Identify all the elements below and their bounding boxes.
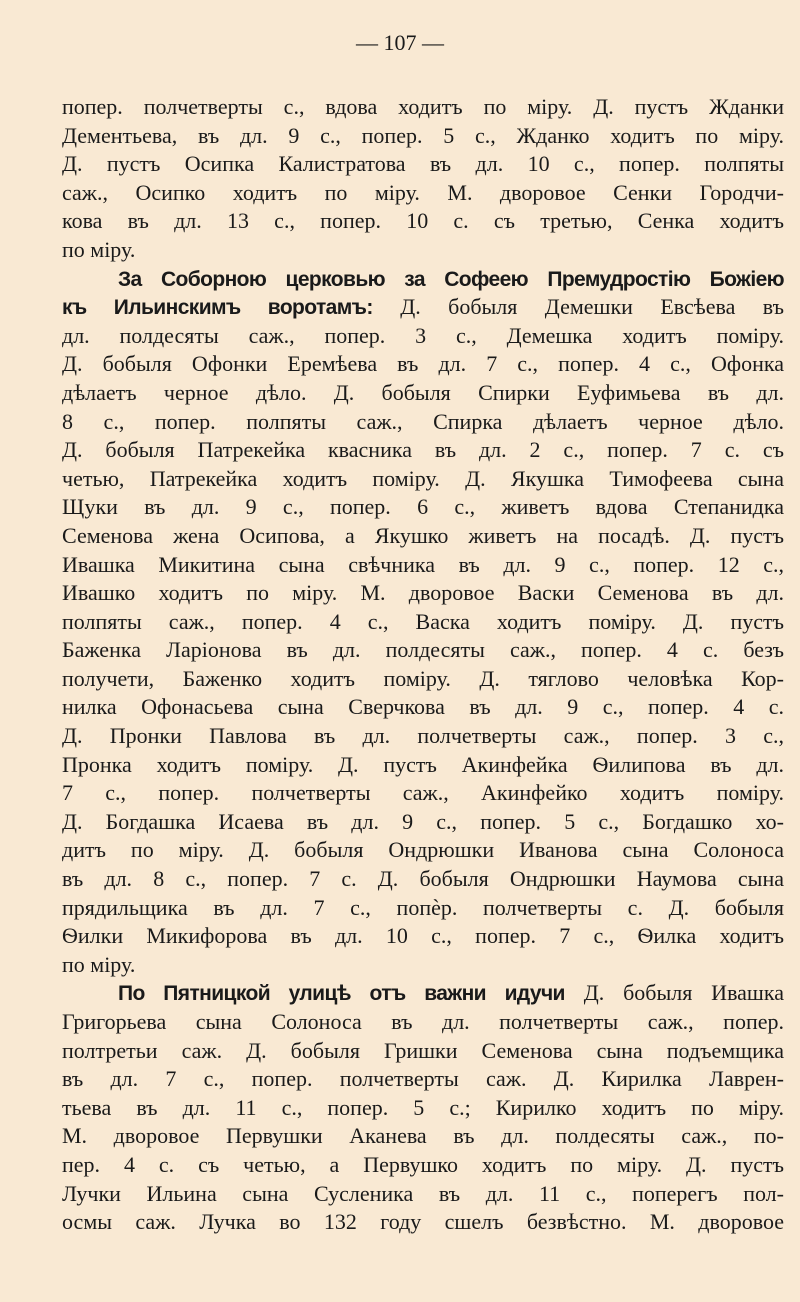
line-text: Д. Пронки Павлова въ дл. полчетверты саж., попер. 3 с., bbox=[62, 723, 784, 749]
text-line bbox=[62, 1151, 784, 1180]
line-text: въ дл. 8 с., попер. 7 с. Д. бобыля Ондрюшки Наумова сына bbox=[62, 866, 784, 892]
text-line bbox=[62, 350, 784, 379]
text-line bbox=[62, 408, 784, 437]
line-text: Д. бобыля Ивашка bbox=[564, 980, 784, 1006]
line-text: получети, Баженко ходитъ поміру. Д. тяглово человѣка Кор- bbox=[62, 665, 784, 691]
street-heading: къ Ильинскимъ воротамъ: bbox=[62, 296, 373, 320]
line-text: Ивашка Микитина сына свѣчника въ дл. 9 с., попер. 12 с., bbox=[62, 551, 784, 577]
text-line bbox=[62, 922, 784, 951]
text-line bbox=[62, 579, 784, 608]
text-line bbox=[62, 236, 784, 265]
line-text: осмы саж. Лучка во 132 году сшелъ безвѣстно. М. дворовое bbox=[62, 1209, 784, 1235]
text-line bbox=[62, 836, 784, 865]
text-line bbox=[62, 293, 784, 322]
line-text: тьева въ дл. 11 с., попер. 5 с.; Кирилко ходитъ по міру. bbox=[62, 1094, 784, 1120]
line-text: дѣлаетъ черное дѣло. Д. бобыля Спирки Еуфимьева въ дл. bbox=[62, 379, 784, 405]
line-text: М. дворовое Первушки Аканева въ дл. полдесяты саж., по- bbox=[62, 1123, 784, 1149]
line-text: дл. полдесяты саж., попер. 3 с., Демешка ходитъ поміру. bbox=[62, 322, 784, 348]
text-line bbox=[62, 1208, 784, 1237]
line-text: саж., Осипко ходитъ по міру. М. дворовое Сенки Городчи- bbox=[62, 179, 784, 205]
text-line bbox=[62, 1094, 784, 1123]
line-text: Семенова жена Осипова, а Якушко живетъ на посадѣ. Д. пустъ bbox=[62, 522, 784, 548]
text-line bbox=[62, 751, 784, 780]
line-text: Лучки Ильина сына Сусленика въ дл. 11 с., поперегъ пол- bbox=[62, 1180, 784, 1206]
text-line bbox=[62, 207, 784, 236]
line-text: полпяты саж., попер. 4 с., Васка ходитъ поміру. Д. пустъ bbox=[62, 608, 784, 634]
page-number: — 107 — bbox=[356, 30, 444, 55]
line-text: Дементьева, въ дл. 9 с., попер. 5 с., Жданко ходитъ по міру. bbox=[62, 122, 784, 148]
line-text: Д. Богдашка Исаева въ дл. 9 с., попер. 5 с., Богдашко хо- bbox=[62, 808, 784, 834]
line-text: по міру. bbox=[62, 236, 136, 262]
line-text: Пронка ходитъ поміру. Д. пустъ Акинфейка Ѳилипова въ дл. bbox=[62, 751, 784, 777]
text-line bbox=[62, 465, 784, 494]
text-line bbox=[62, 522, 784, 551]
text-line bbox=[62, 894, 784, 923]
line-text: четью, Патрекейка ходитъ поміру. Д. Якушка Тимофеева сына bbox=[62, 465, 784, 491]
text-line bbox=[62, 808, 784, 837]
line-text: дитъ по міру. Д. бобыля Ондрюшки Иванова сына Солоноса bbox=[62, 837, 784, 863]
line-text: попер. полчетверты с., вдова ходитъ по міру. Д. пустъ Жданки bbox=[62, 94, 784, 119]
text-line bbox=[62, 636, 784, 665]
line-text: Ѳилки Микифорова въ дл. 10 с., попер. 7 с., Ѳилка ходитъ bbox=[62, 923, 784, 949]
line-text: Д. бобыля Демешки Евсѣева въ bbox=[372, 294, 784, 320]
text-line bbox=[62, 493, 784, 522]
text-line bbox=[62, 1008, 784, 1037]
line-text: Д. пустъ Осипка Калистратова въ дл. 10 с., попер. полпяты bbox=[62, 151, 784, 177]
line-text: Баженка Ларіонова въ дл. полдесяты саж., попер. 4 с. безъ bbox=[62, 637, 784, 663]
text-line bbox=[62, 379, 784, 408]
line-text: въ дл. 7 с., попер. полчетверты саж. Д. Кирилка Лаврен- bbox=[62, 1066, 784, 1092]
text-line bbox=[62, 865, 784, 894]
text-line bbox=[62, 1122, 784, 1151]
text-line bbox=[62, 693, 784, 722]
line-text: прядильщика въ дл. 7 с., попѐр. полчетверты с. Д. бобыля bbox=[62, 894, 784, 920]
line-text: Д. бобыля Офонки Еремѣева въ дл. 7 с., попер. 4 с., Офонка bbox=[62, 351, 784, 377]
text-line bbox=[62, 122, 784, 151]
text-line bbox=[62, 265, 784, 294]
line-text: Щуки въ дл. 9 с., попер. 6 с., живетъ вдова Степанидка bbox=[62, 494, 784, 520]
text-line bbox=[62, 322, 784, 351]
street-heading: За Соборною церковью за Софеею Премудростію Божіею bbox=[118, 267, 784, 291]
text-line bbox=[62, 979, 784, 1008]
text-line bbox=[62, 551, 784, 580]
text-line bbox=[62, 722, 784, 751]
line-text: пер. 4 с. съ четью, а Первушко ходитъ по міру. Д. пустъ bbox=[62, 1151, 784, 1177]
text-line bbox=[62, 1065, 784, 1094]
text-line bbox=[62, 179, 784, 208]
line-text: Д. бобыля Патрекейка квасника въ дл. 2 с., попер. 7 с. съ bbox=[62, 437, 784, 463]
text-line bbox=[62, 150, 784, 179]
line-text: Ивашко ходитъ по міру. М. дворовое Васки Семенова въ дл. bbox=[62, 580, 784, 606]
line-text: 7 с., попер. полчетверты саж., Акинфейко ходитъ поміру. bbox=[62, 780, 784, 806]
text-line bbox=[62, 951, 784, 980]
text-line bbox=[62, 1037, 784, 1066]
line-text: по міру. bbox=[62, 951, 136, 977]
text-line bbox=[62, 779, 784, 808]
page-body-text bbox=[62, 93, 784, 1237]
line-text: кова въ дл. 13 с., попер. 10 с. съ третью, Сенка ходитъ bbox=[62, 208, 784, 234]
text-line bbox=[62, 436, 784, 465]
text-line bbox=[62, 665, 784, 694]
street-heading: По Пятницкой улицѣ отъ важни идучи bbox=[118, 982, 565, 1006]
line-text: Григорьева сына Солоноса въ дл. полчетверты саж., попер. bbox=[62, 1009, 784, 1034]
line-text: 8 с., попер. полпяты саж., Спирка дѣлаетъ черное дѣло. bbox=[62, 408, 784, 434]
line-text: нилка Офонасьева сына Сверчкова въ дл. 9 с., попер. 4 с. bbox=[62, 694, 784, 720]
line-text: полтретьи саж. Д. бобыля Гришки Семенова сына подъемщика bbox=[62, 1037, 784, 1063]
text-line bbox=[62, 93, 784, 122]
text-line bbox=[62, 608, 784, 637]
text-line bbox=[62, 1180, 784, 1209]
